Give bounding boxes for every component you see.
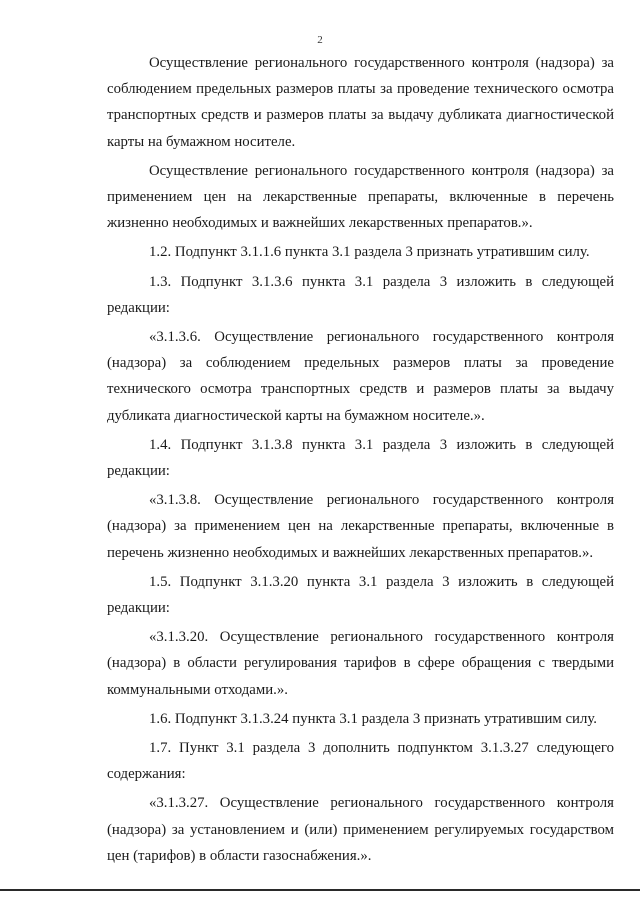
page-bottom-rule [0,889,640,891]
paragraph-quote-3-1-3-27: «3.1.3.27. Осуществление регионального государственного контроля (надзора) за установлением и (или) применением регулируемых государством цен (тарифов) в области газоснабжения.». [107,795,614,864]
paragraph-item-1-7: 1.7. Пункт 3.1 раздела 3 дополнить подпунктом 3.1.3.27 следующего содержания: [107,740,614,783]
paragraph-technical-inspection-control: Осуществление регионального государственного контроля (надзора) за соблюдением предельных размеров платы за проведение технического осмотра транспортных средств и размеров платы за выдачу дубликата диагностической карты на бумажном носителе. [107,55,614,150]
paragraph-quote-3-1-3-20: «3.1.3.20. Осуществление регионального государственного контроля (надзора) в области регулирования тарифов в сфере обращения с твердыми коммунальными отходами.». [107,629,614,698]
paragraph-item-1-4: 1.4. Подпункт 3.1.3.8 пункта 3.1 раздела 3 изложить в следующей редакции: [107,436,614,480]
paragraph-quote-3-1-3-8: «3.1.3.8. Осуществление регионального государственного контроля (надзора) за применением цен на лекарственные препараты, включенные в перечень жизненно необходимых и важнейших лекарственных препаратов.». [107,492,614,561]
paragraph-quote-3-1-3-6: «3.1.3.6. Осуществление регионального государственного контроля (надзора) за соблюдением предельных размеров платы за проведение технического осмотра транспортных средств и размеров платы за выдачу дубликата диагностической карты на бумажном носителе.». [107,329,614,424]
paragraph-item-1-6: 1.6. Подпункт 3.1.3.24 пункта 3.1 раздела 3 признать утратившим силу. [149,710,597,727]
paragraph-medicine-price-control: Осуществление регионального государственного контроля (надзора) за применением цен на лекарственные препараты, включенные в перечень жизненно необходимых и важнейших лекарственных препаратов.». [107,162,614,232]
paragraph-item-1-3: 1.3. Подпункт 3.1.3.6 пункта 3.1 раздела 3 изложить в следующей редакции: [107,273,614,316]
paragraph-item-1-5: 1.5. Подпункт 3.1.3.20 пункта 3.1 раздела 3 изложить в следующей редакции: [107,573,614,617]
document-body [107,50,614,872]
page-number: 2 [317,34,323,46]
paragraph-item-1-2: 1.2. Подпункт 3.1.1.6 пункта 3.1 раздела 3 признать утратившим силу. [149,244,590,261]
